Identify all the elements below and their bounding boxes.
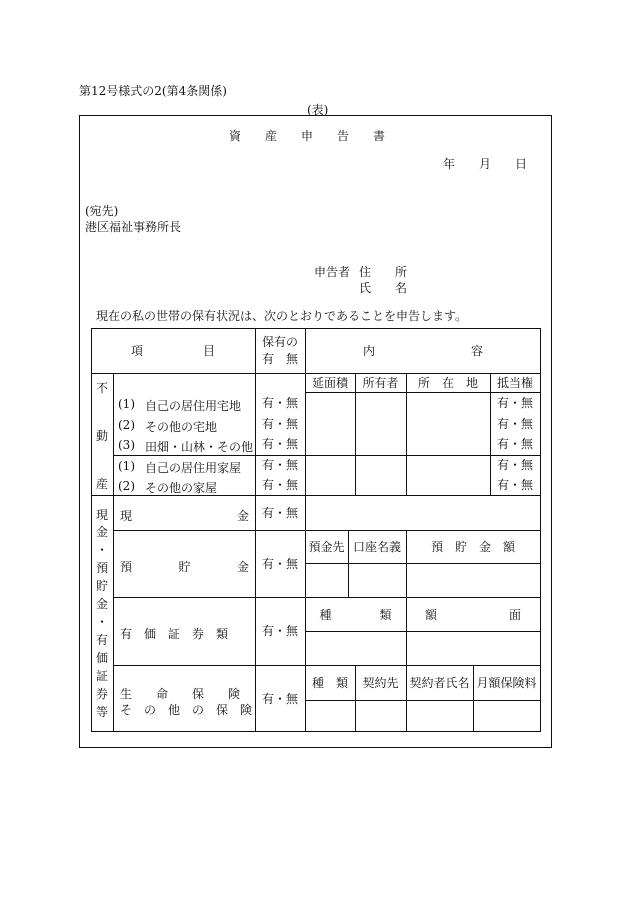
possession-choice[interactable]: 有・無 (261, 417, 298, 431)
assets-char: 価 (95, 651, 108, 665)
possession-choice[interactable]: 有・無 (261, 478, 298, 492)
assets-char: 預 (95, 561, 108, 575)
col-security-type: 種 類 (319, 608, 392, 622)
securities-label: 有 価 証 券 類 (120, 627, 229, 641)
assets-char: 金 (95, 525, 108, 539)
addressee-prefix: (宛先) (85, 204, 119, 218)
assets-char: 等 (95, 705, 108, 719)
form-title: 資 産 申 告 書 (229, 129, 386, 143)
col-mortgage: 抵当権 (496, 376, 533, 390)
row-label: その他の家屋 (145, 481, 218, 495)
mortgage-choice[interactable]: 有・無 (496, 417, 533, 431)
real-estate-char-3: 産 (95, 477, 108, 491)
row-label: 田畑・山林・その他 (145, 440, 254, 454)
header-content: 内 容 (362, 344, 483, 358)
possession-choice[interactable]: 有・無 (261, 458, 298, 472)
assets-char: 券 (95, 687, 108, 701)
col-face-value: 額 面 (424, 608, 521, 622)
savings-possession-choice[interactable]: 有・無 (261, 557, 298, 571)
mortgage-choice[interactable]: 有・無 (496, 458, 533, 472)
assets-char: ・ (95, 615, 108, 629)
col-insurer: 契約先 (362, 676, 399, 690)
row-number: (1) (118, 459, 135, 473)
row-label: その他の宅地 (145, 420, 218, 434)
savings-label: 預 貯 金 (120, 560, 249, 574)
declaration-text: 現在の私の世帯の保有状況は、次のとおりであることを申告します。 (96, 309, 468, 323)
row-label: 自己の居住用宅地 (145, 399, 242, 413)
mortgage-choice[interactable]: 有・無 (496, 478, 533, 492)
mortgage-choice[interactable]: 有・無 (496, 437, 533, 451)
col-policy-holder: 契約者氏名 (409, 676, 470, 690)
mortgage-choice[interactable]: 有・無 (496, 396, 533, 410)
col-owner: 所有者 (362, 376, 399, 390)
row-number: (1) (118, 397, 135, 411)
assets-char: 有 (95, 633, 108, 647)
real-estate-char-2: 動 (95, 429, 108, 443)
name-label[interactable]: 氏 名 (359, 281, 408, 295)
col-bank: 預金先 (308, 540, 345, 554)
assets-char: 証 (95, 669, 108, 683)
possession-choice[interactable]: 有・無 (261, 396, 298, 410)
addressee: 港区福祉事務所長 (85, 220, 182, 234)
other-insurance-label: そ の 他 の 保 険 (120, 703, 253, 717)
address-label[interactable]: 住 所 (359, 265, 408, 279)
date-line[interactable]: 年 月 日 (443, 157, 528, 171)
form-number: 第12号様式の2(第4条関係) (79, 84, 227, 98)
real-estate-char-1: 不 (95, 381, 108, 395)
assets-char: 金 (95, 597, 108, 611)
row-label: 自己の居住用家屋 (145, 461, 242, 475)
cash-possession-choice[interactable]: 有・無 (261, 506, 298, 520)
col-monthly-premium: 月額保険料 (476, 676, 537, 690)
row-number: (2) (118, 418, 135, 432)
row-number: (2) (118, 479, 135, 493)
header-item: 項 目 (130, 344, 215, 358)
life-insurance-label: 生 命 保 険 (120, 687, 241, 701)
assets-char: 貯 (95, 579, 108, 593)
header-possession-bottom: 有 無 (261, 352, 298, 366)
col-deposit-amount: 預 貯 金 額 (430, 540, 515, 554)
col-floor-area: 延面積 (311, 376, 348, 390)
col-account-holder: 口座名義 (352, 540, 401, 554)
assets-char: 現 (95, 508, 108, 522)
side-label: (表) (307, 103, 329, 117)
insurance-possession-choice[interactable]: 有・無 (261, 692, 298, 706)
col-insurance-type: 種 類 (311, 676, 348, 690)
row-number: (3) (118, 438, 135, 452)
assets-char: ・ (95, 543, 108, 557)
header-possession-top: 保有の (261, 335, 298, 349)
possession-choice[interactable]: 有・無 (261, 437, 298, 451)
col-location: 所 在 地 (417, 376, 478, 390)
cash-label: 現 金 (120, 509, 249, 523)
securities-possession-choice[interactable]: 有・無 (261, 624, 298, 638)
declarant-label: 申告者 (314, 265, 351, 279)
